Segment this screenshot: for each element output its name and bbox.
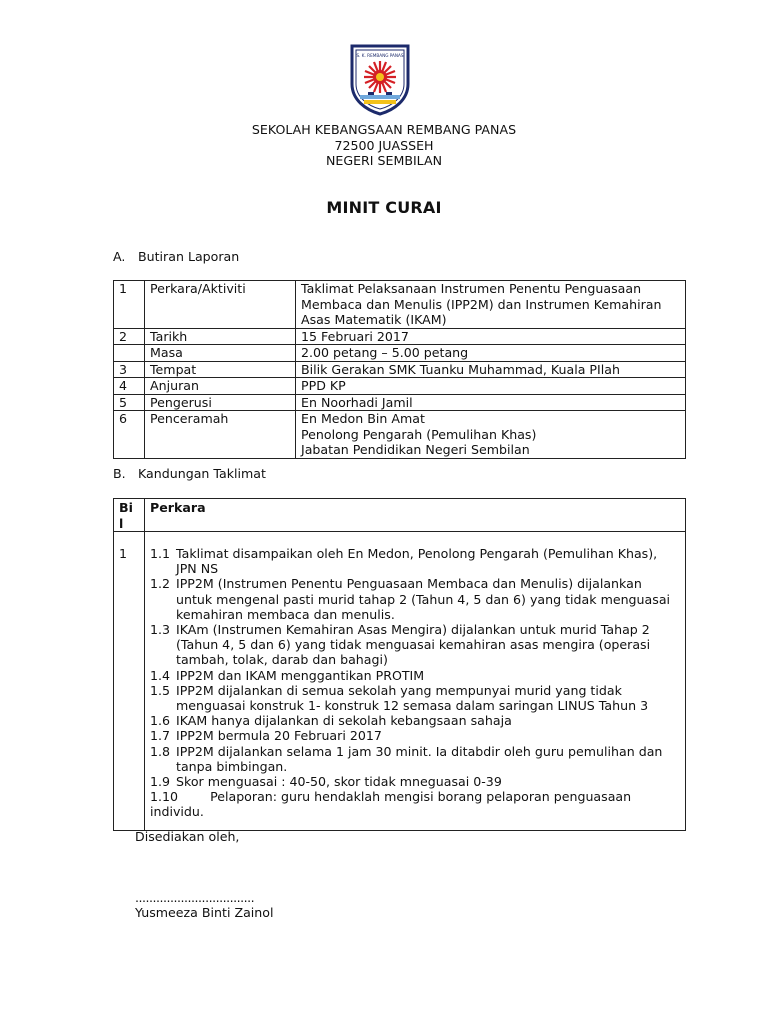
- item-text: Pelaporan: guru hendaklah mengisi borang pelaporan penguasaan individu.: [150, 789, 632, 820]
- table-row: [114, 394, 686, 411]
- item-text: IPP2M dijalankan selama 1 jam 30 minit. Ia ditabdir oleh guru pemulihan dan tanpa bimbingan.: [176, 743, 663, 774]
- item-text: IPP2M (Instrumen Penentu Penguasaan Membaca dan Menulis) dijalankan untuk mengenal pasti murid tahap 2 (Tahun 4, 5 dan 6) yang tidak menguasai kemahiran membaca dan menulis.: [176, 576, 671, 622]
- school-name: SEKOLAH KEBANGSAAN REMBANG PANAS: [251, 122, 517, 137]
- row-number: [114, 345, 145, 362]
- row-number: 6: [114, 411, 145, 459]
- list-item: [150, 713, 681, 728]
- row-value: Bilik Gerakan SMK Tuanku Muhammad, Kuala PIlah: [296, 361, 686, 378]
- row-field: Tempat: [145, 361, 296, 378]
- item-text: IKAM hanya dijalankan di sekolah kebangsaan sahaja: [176, 713, 512, 729]
- briefing-items-cell: [145, 532, 686, 831]
- table-row: [114, 328, 686, 345]
- column-header-perkara: Perkara: [145, 499, 686, 532]
- report-details-table: [113, 280, 686, 459]
- item-text: IPP2M dijalankan di semua sekolah yang mempunyai murid yang tidak menguasai konstruk 1- konstruk 12 semasa dalam saringan LINUS Tahun 3: [176, 682, 649, 714]
- row-field: Tarikh: [145, 328, 296, 345]
- row-field: Pengerusi: [145, 394, 296, 411]
- item-number: 1.6: [150, 713, 171, 729]
- list-item: [150, 683, 681, 713]
- list-item: [150, 744, 681, 774]
- table-header-row: [114, 499, 686, 532]
- list-item: [150, 728, 681, 743]
- item-number: 1.8: [150, 743, 171, 759]
- section-a-heading: [113, 249, 239, 264]
- section-b-label: Kandungan Taklimat: [138, 466, 266, 481]
- row-number: 1: [114, 532, 145, 831]
- column-header-bil: Bi l: [114, 499, 145, 532]
- section-b-heading: [113, 466, 266, 481]
- signer-name: Yusmeeza Binti Zainol: [135, 905, 274, 920]
- table-row: [114, 361, 686, 378]
- list-item: [150, 546, 681, 576]
- section-b-letter: B.: [113, 466, 126, 481]
- briefing-content-table: [113, 498, 686, 831]
- item-number: 1.7: [150, 728, 171, 744]
- svg-text:S. K. REMBANG PANAS: S. K. REMBANG PANAS: [356, 53, 404, 58]
- table-row: [114, 532, 686, 831]
- row-number: 4: [114, 378, 145, 395]
- item-number: 1.5: [150, 682, 171, 698]
- row-number: 2: [114, 328, 145, 345]
- signature-line: ..................................: [135, 890, 255, 905]
- row-field: Masa: [145, 345, 296, 362]
- table-row: [114, 281, 686, 329]
- item-text: IKAm (Instrumen Kemahiran Asas Mengira) dijalankan untuk murid Tahap 2 (Tahun 4, 5 dan 6) yang tidak menguasai kemahiran asas mengira (operasi tambah, tolak, darab dan bahagi): [176, 622, 651, 668]
- row-number: 1: [114, 281, 145, 329]
- list-item: [150, 668, 681, 683]
- item-number: 1.3: [150, 622, 171, 638]
- table-row: [114, 345, 686, 362]
- row-value: [296, 411, 686, 459]
- school-state: NEGERI SEMBILAN: [325, 153, 443, 168]
- list-item: [150, 576, 681, 622]
- item-text: IPP2M dan IKAM menggantikan PROTIM: [176, 667, 425, 683]
- row-value: 2.00 petang – 5.00 petang: [296, 345, 686, 362]
- item-text: Skor menguasai : 40-50, skor tidak mneguasai 0-39: [176, 774, 502, 790]
- speaker-name: En Medon Bin Amat: [301, 411, 425, 426]
- item-number: 1.9: [150, 774, 171, 790]
- list-item: [150, 622, 681, 668]
- row-value: 15 Februari 2017: [296, 328, 686, 345]
- item-number: 1.10: [150, 789, 179, 805]
- row-field: Penceramah: [145, 411, 296, 459]
- item-number: 1.1: [150, 546, 171, 561]
- section-a-label: Butiran Laporan: [138, 249, 240, 264]
- table-row: [114, 378, 686, 395]
- briefing-items-list: [150, 546, 681, 820]
- prepared-by-label: Disediakan oleh,: [135, 829, 240, 844]
- row-number: 5: [114, 394, 145, 411]
- list-item: [150, 789, 681, 819]
- table-row: [114, 411, 686, 459]
- school-postcode: 72500 JUASSEH: [334, 137, 434, 153]
- item-number: 1.4: [150, 667, 171, 683]
- row-number: 3: [114, 361, 145, 378]
- section-a-letter: A.: [113, 249, 126, 264]
- row-value: En Noorhadi Jamil: [296, 394, 686, 411]
- row-field: Perkara/Aktiviti: [145, 281, 296, 329]
- item-number: 1.2: [150, 576, 171, 592]
- speaker-position: Penolong Pengarah (Pemulihan Khas): [301, 426, 537, 442]
- row-value: Taklimat Pelaksanaan Instrumen Penentu Penguasaan Membaca dan Menulis (IPP2M) dan Instrumen Kemahiran Asas Matematik (IKAM): [296, 281, 686, 329]
- school-crest-logo: [348, 44, 412, 116]
- document-title: MINIT CURAI: [326, 198, 442, 217]
- school-header: [0, 122, 768, 169]
- row-value: PPD KP: [296, 378, 686, 395]
- speaker-department: Jabatan Pendidikan Negeri Sembilan: [301, 442, 530, 457]
- item-text: IPP2M bermula 20 Februari 2017: [176, 728, 382, 744]
- list-item: [150, 774, 681, 789]
- row-field: Anjuran: [145, 378, 296, 395]
- item-text: Taklimat disampaikan oleh En Medon, Penolong Pengarah (Pemulihan Khas), JPN NS: [176, 546, 658, 577]
